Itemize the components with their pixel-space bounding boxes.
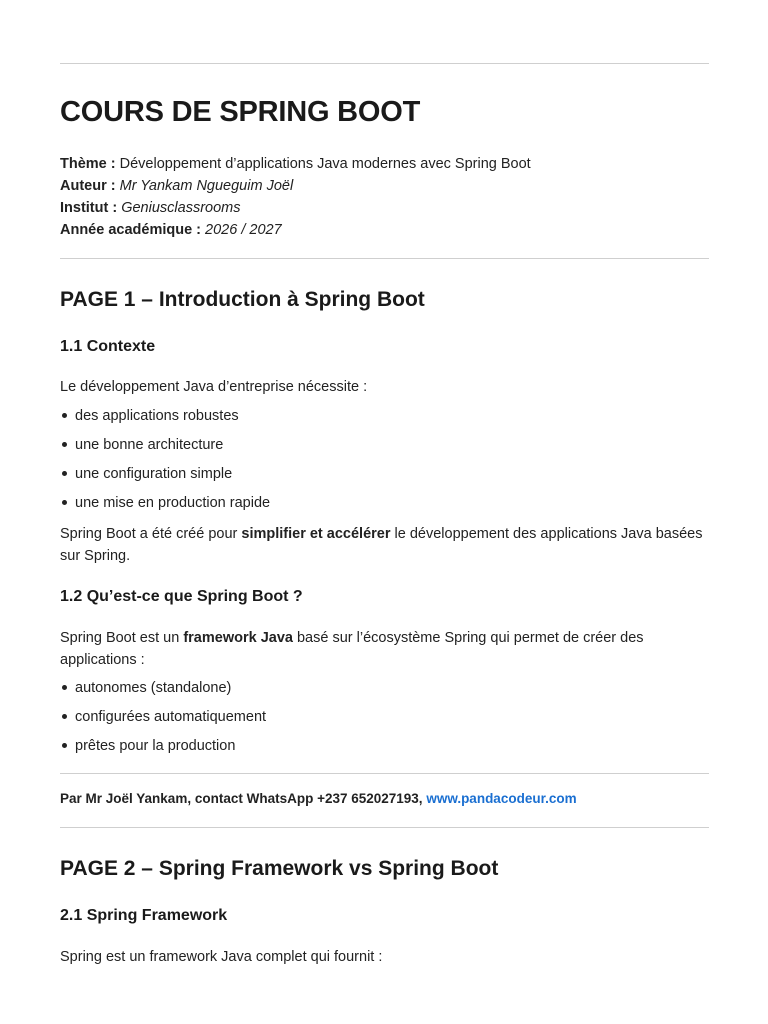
- list-item: [60, 466, 232, 482]
- list-item-text: autonomes (standalone): [75, 680, 232, 696]
- meta-theme: [60, 156, 531, 172]
- list-item-text: des applications robustes: [75, 408, 239, 424]
- section-1-1-intro: Le développement Java d’entreprise nécessite :: [60, 379, 368, 395]
- meta-institute-value: Geniusclassrooms: [121, 200, 241, 216]
- list-item-text: configurées automatiquement: [75, 709, 267, 725]
- footer-bottom-divider: [60, 827, 709, 828]
- page-title: COURS DE SPRING BOOT: [60, 96, 421, 128]
- list-item: [60, 495, 270, 511]
- list-item: [60, 408, 239, 424]
- footer-text: Par Mr Joël Yankam, contact WhatsApp +237 652027193,: [60, 791, 427, 806]
- section-1-1-paragraph: [60, 523, 709, 567]
- list-item: [60, 709, 266, 725]
- paragraph-text: basé sur l’écosystème Spring qui permet de créer des applications :: [60, 630, 644, 668]
- page-footer: [60, 791, 577, 806]
- meta-institute-label: Institut :: [60, 200, 118, 216]
- list-item: [60, 437, 223, 453]
- page2-heading: PAGE 2 – Spring Framework vs Spring Boot: [60, 857, 499, 880]
- list-item-text: une mise en production rapide: [75, 495, 271, 511]
- section-2-1-intro: Spring est un framework Java complet qui fournit :: [60, 949, 383, 965]
- section-2-1-heading: 2.1 Spring Framework: [60, 907, 228, 924]
- meta-author-value: Mr Yankam Ngueguim Joël: [119, 178, 294, 194]
- paragraph-text: Spring Boot est un: [60, 630, 184, 646]
- paragraph-bold: framework Java: [183, 630, 293, 646]
- list-item-text: une configuration simple: [75, 466, 233, 482]
- footer-top-divider: [60, 773, 709, 774]
- meta-theme-value: Développement d’applications Java modernes avec Spring Boot: [119, 156, 531, 172]
- list-item-text: une bonne architecture: [75, 437, 224, 453]
- meta-author-label: Auteur :: [60, 178, 116, 194]
- section-1-2-heading: 1.2 Qu’est-ce que Spring Boot ?: [60, 588, 303, 605]
- section-1-1-heading: 1.1 Contexte: [60, 338, 156, 355]
- list-item-text: prêtes pour la production: [75, 738, 236, 754]
- meta-year-label: Année académique :: [60, 222, 202, 238]
- meta-year: [60, 222, 282, 238]
- paragraph-text: Spring Boot a été créé pour: [60, 526, 242, 542]
- paragraph-text: le développement des applications Java basées sur Spring.: [60, 526, 703, 564]
- paragraph-bold: simplifier et accélérer: [241, 526, 391, 542]
- section-1-2-paragraph: [60, 627, 709, 671]
- footer-website-link[interactable]: www.pandacodeur.com: [426, 791, 577, 806]
- page1-heading: PAGE 1 – Introduction à Spring Boot: [60, 288, 425, 311]
- meta-theme-label: Thème :: [60, 156, 116, 172]
- meta-institute: [60, 200, 240, 216]
- list-item: [60, 680, 231, 696]
- meta-year-value: 2026 / 2027: [205, 222, 282, 238]
- top-divider: [60, 63, 709, 64]
- list-item: [60, 738, 235, 754]
- meta-divider: [60, 258, 709, 259]
- meta-author: [60, 178, 293, 194]
